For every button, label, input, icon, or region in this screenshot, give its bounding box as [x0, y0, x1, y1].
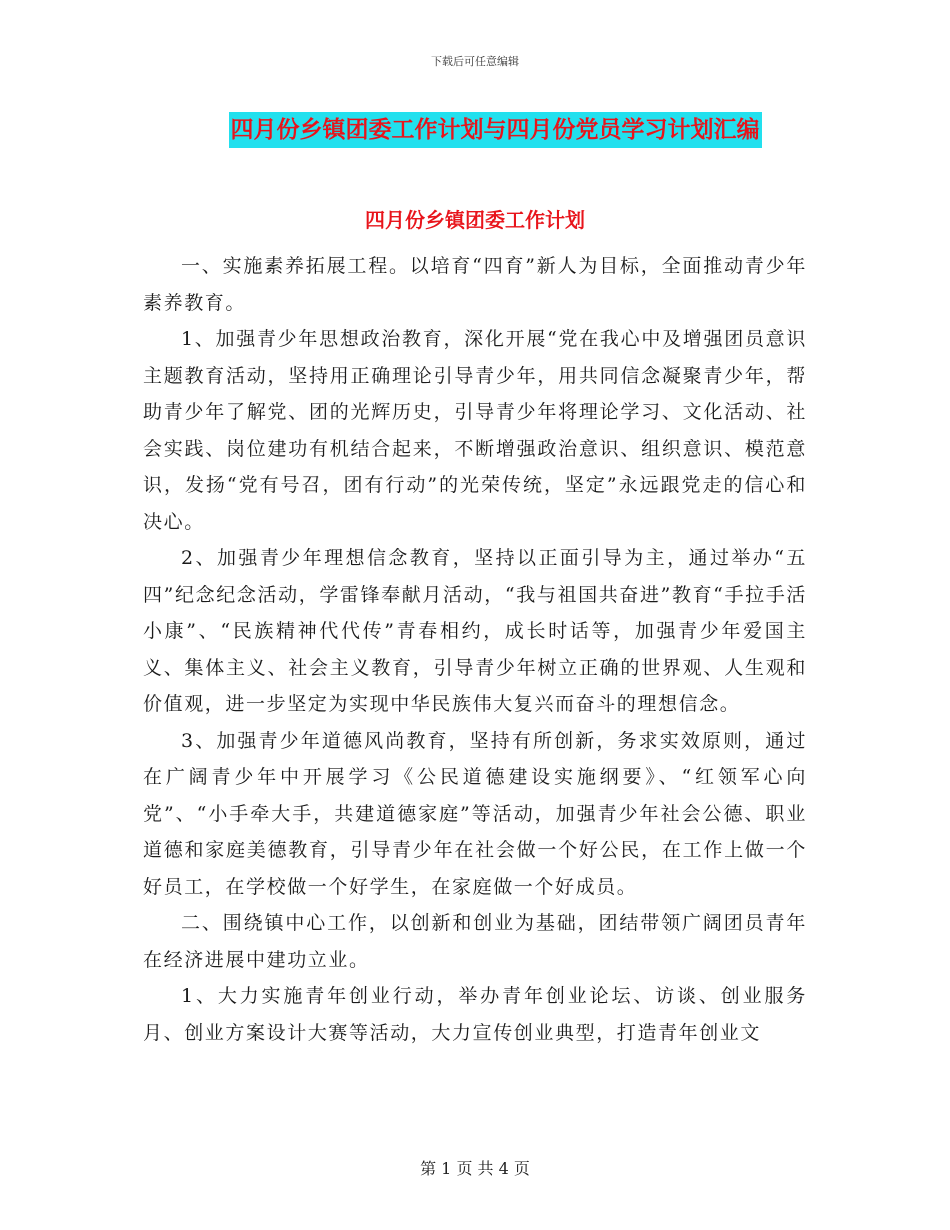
paragraph: 2、加强青少年理想信念教育，坚持以正面引导为主，通过举办“五四”纪念纪念活动，学雷锋奉献月活动，“我与祖国共奋进”教育“手拉手活小康”、“民族精神代代传”青春相约，成长时话等，加强青少年爱国主义、集体主义、社会主义教育，引导青少年树立正确的世界观、人生观和价值观，进一步坚定为实现中华民族伟大复兴而奋斗的理想信念。: [143, 547, 807, 715]
page-header: 下载后可任意编辑: [431, 55, 519, 68]
section-title: 四月份乡镇团委工作计划: [365, 208, 585, 232]
document-title: 四月份乡镇团委工作计划与四月份党员学习计划汇编: [229, 112, 762, 148]
page-footer: 第 1 页 共 4 页: [420, 1159, 530, 1178]
document-body: [143, 248, 807, 1051]
paragraph: 3、加强青少年道德风尚教育，坚持有所创新，务求实效原则，通过在广阔青少年中开展学习《公民道德建设实施纲要》、“红领军心向党”、“小手牵大手，共建道德家庭”等活动，加强青少年社会公德、职业道德和家庭美德教育，引导青少年在社会做一个好公民，在工作上做一个好员工，在学校做一个好学生，在家庭做一个好成员。: [143, 729, 807, 898]
document-title-wrap: [0, 112, 950, 148]
paragraph: 二、围绕镇中心工作，以创新和创业为基础，团结带领广阔团员青年在经济进展中建功立业。: [143, 912, 807, 971]
paragraph: 一、实施素养拓展工程。以培育“四育”新人为目标，全面推动青少年素养教育。: [143, 255, 807, 314]
paragraph: 1、大力实施青年创业行动，举办青年创业论坛、访谈、创业服务月、创业方案设计大赛等活动，大力宣传创业典型，打造青年创业文: [143, 985, 807, 1044]
paragraph: 1、加强青少年思想政治教育，深化开展“党在我心中及增强团员意识主题教育活动，坚持用正确理论引导青少年，用共同信念凝聚青少年，帮助青少年了解党、团的光辉历史，引导青少年将理论学习、文化活动、社会实践、岗位建功有机结合起来，不断增强政治意识、组织意识、模范意识，发扬“党有号召，团有行动”的光荣传统，坚定”永远跟党走的信心和决心。: [143, 328, 807, 533]
